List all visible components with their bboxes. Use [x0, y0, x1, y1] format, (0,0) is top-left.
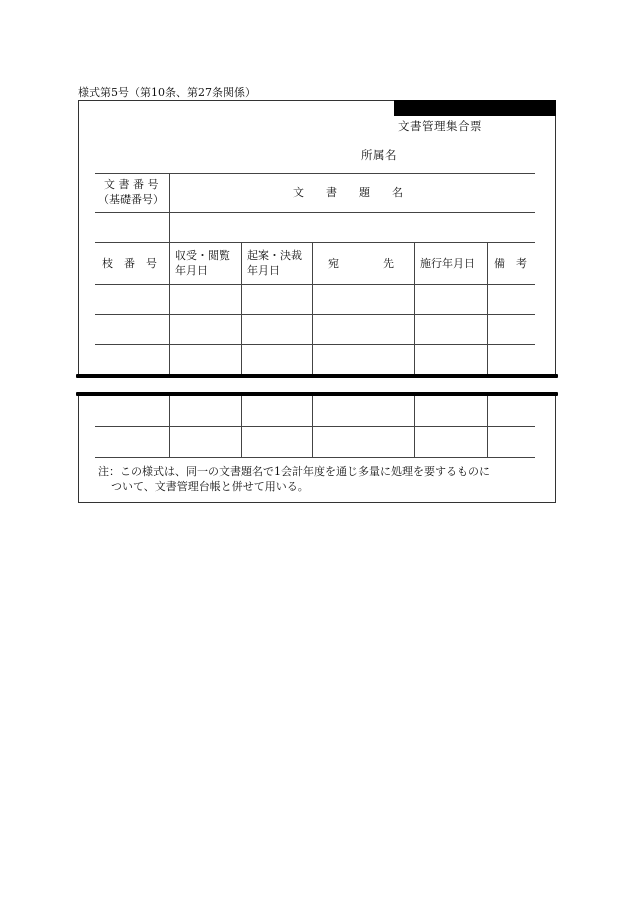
- table-rule: [95, 284, 535, 285]
- redaction-bar: [394, 100, 556, 116]
- remarks-header: 備 考: [494, 257, 527, 270]
- table-divider: [487, 396, 488, 457]
- department-label: 所属名: [361, 148, 397, 162]
- table-rule: [95, 242, 535, 243]
- cut-line-bottom: [76, 392, 558, 396]
- form-number: 様式第5号（第10条、第27条関係）: [78, 86, 256, 99]
- table-rule: [95, 173, 535, 174]
- table-divider: [312, 242, 313, 374]
- doc-number-label: 文 書 番 号: [104, 178, 159, 191]
- note-line-2: ついて、文書管理台帳と併せて用いる。: [111, 480, 309, 493]
- note-line-1: 注：この様式は、同一の文書題名で1会計年度を通じ多量に処理を要するものに: [98, 465, 490, 478]
- enforcement-date-header: 施行年月日: [420, 257, 475, 270]
- table-divider: [487, 242, 488, 374]
- table-divider: [241, 242, 242, 374]
- table-rule: [95, 212, 535, 213]
- table-rule: [95, 457, 535, 458]
- form-frame-upper: [78, 100, 556, 376]
- destination-header: 宛 先: [328, 257, 394, 270]
- approval-date-header-sub: 年月日: [247, 264, 280, 277]
- received-date-header-sub: 年月日: [175, 264, 208, 277]
- base-number-label: （基礎番号）: [98, 193, 164, 206]
- approval-date-header: 起案・決裁: [247, 249, 302, 262]
- cut-line-top: [76, 374, 558, 378]
- branch-number-header: 枝 番 号: [102, 257, 157, 270]
- table-rule: [95, 314, 535, 315]
- received-date-header: 収受・閲覧: [175, 249, 230, 262]
- note-text: [98, 464, 490, 494]
- table-divider: [241, 396, 242, 457]
- table-divider: [312, 396, 313, 457]
- table-divider: [169, 396, 170, 457]
- table-rule: [95, 344, 535, 345]
- table-divider: [169, 173, 170, 374]
- form-title: 文書管理集合票: [398, 119, 482, 133]
- table-rule: [95, 426, 535, 427]
- table-divider: [414, 396, 415, 457]
- doc-title-label: 文 書 題 名: [293, 186, 403, 199]
- table-divider: [414, 242, 415, 374]
